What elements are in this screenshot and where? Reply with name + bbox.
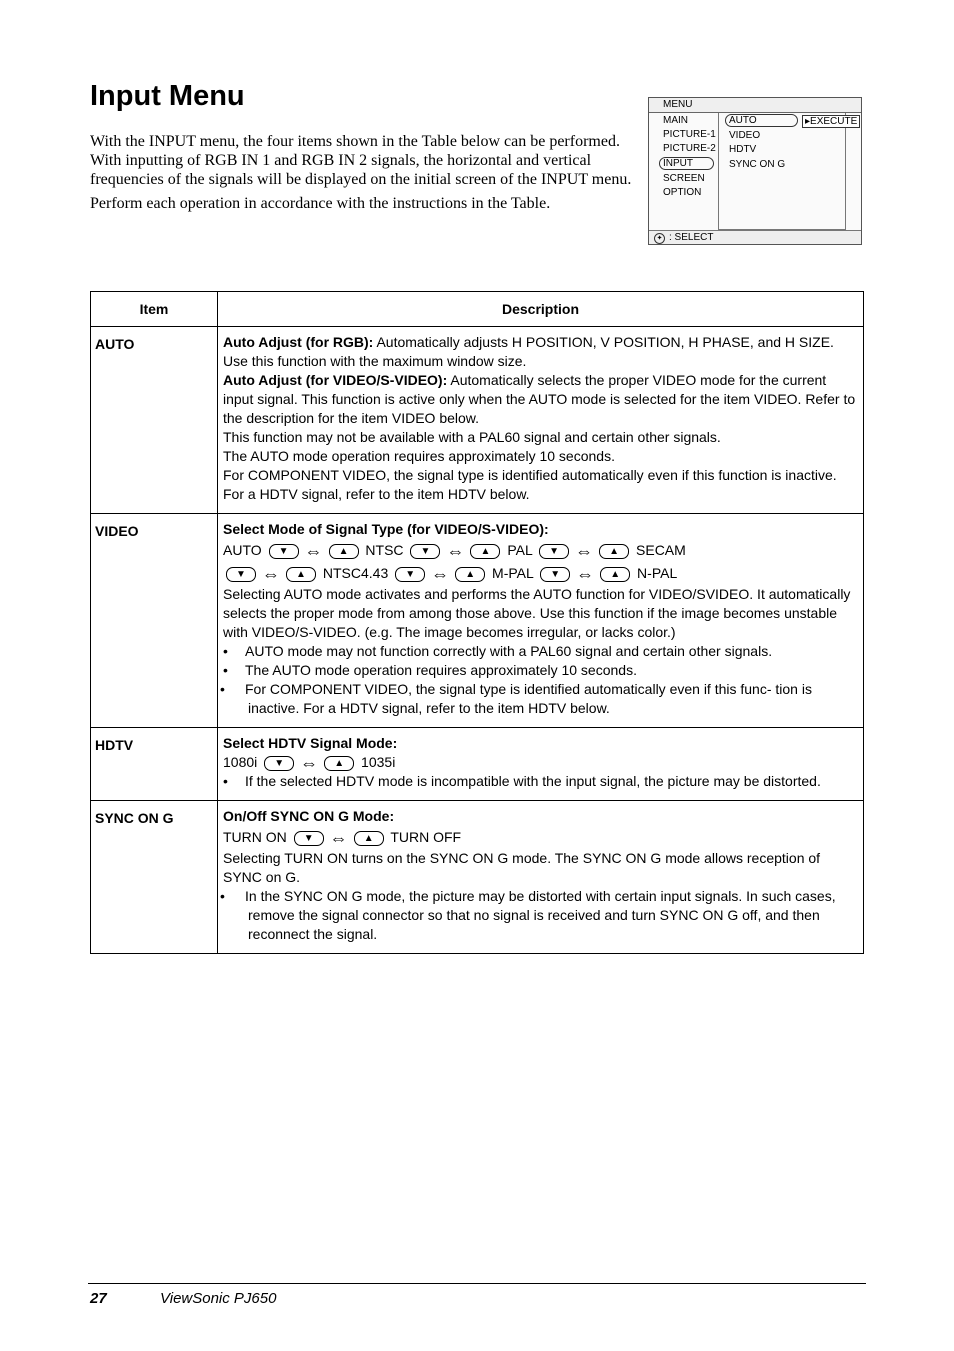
osd-item-input: INPUT [663,158,714,169]
table-header-row [91,292,864,327]
down-button-icon: ▼ [264,756,294,771]
osd-subitem-video: VIDEO [729,130,761,141]
item-video: VIDEO [91,514,218,728]
up-button-icon: ▲ [470,544,500,559]
item-auto: AUTO [91,327,218,514]
down-button-icon: ▼ [410,544,440,559]
table-row-hdtv [91,728,864,801]
double-arrow-icon: ⇔ [575,541,594,562]
video-mode-sequence: ▼ ⇔ ▲ NTSC4.43 ▼ ⇔ ▲ M-PAL ▼ ⇔ ▲ N-PAL [223,562,857,585]
osd-item-option: OPTION [663,187,702,198]
table-row-video [91,514,864,728]
description-video [218,514,864,728]
page-number: 27 [90,1290,107,1307]
osd-subitem-auto: AUTO [729,115,798,126]
page-title: Input Menu [90,80,245,112]
osd-item-screen: SCREEN [663,173,705,184]
down-button-icon: ▼ [269,544,299,559]
footer-rule [88,1283,866,1284]
up-button-icon: ▲ [324,756,354,771]
video-bullet: • AUTO mode may not function correctly with a PAL60 signal and certain other signals. [223,642,857,661]
up-button-icon: ▲ [286,567,316,582]
double-arrow-icon: ⇔ [446,541,465,562]
double-arrow-icon: ⇔ [304,541,323,562]
auto-rgb-text: Auto Adjust (for RGB): Automatically adjusts H POSITION, V POSITION, H PHASE, and H SIZE. Use this function with the maximum window size. [223,334,834,369]
osd-item-picture-2: PICTURE-2 [663,143,716,154]
down-button-icon: ▼ [226,567,256,582]
description-auto [218,327,864,514]
video-paragraph: Selecting AUTO mode activates and performs the AUTO function for VIDEO/SVIDEO. It automatically selects the proper mode from among those above. Use this function if the image becomes unstable with VIDEO/S-VIDEO. (e.g. The image becomes irregular, or lacks color.) [223,586,851,640]
footer-brand: ViewSonic PJ650 [160,1290,277,1307]
up-button-icon: ▲ [599,544,629,559]
sync-paragraph: Selecting TURN ON turns on the SYNC ON G mode. The SYNC ON G mode allows reception of SYNC on G. [223,850,821,885]
up-button-icon: ▲ [600,567,630,582]
up-button-icon: ▲ [329,544,359,559]
auto-note: This function may not be available with a PAL60 signal and certain other signals. [223,429,721,445]
auto-video-text: Auto Adjust (for VIDEO/S-VIDEO): Automatically selects the proper VIDEO mode for the current input signal. This function is active only when the AUTO mode is selected for the item VIDEO. Refer to the description for the item VIDEO below. [223,372,856,426]
table-row-sync-on-g [91,801,864,954]
osd-item-picture-1: PICTURE-1 [663,129,716,140]
up-button-icon: ▲ [354,831,384,846]
column-header-item: Item [91,292,218,327]
item-hdtv: HDTV [91,728,218,801]
hdtv-mode-sequence: 1080i ▼ ⇔ ▲ 1035i [223,753,396,774]
auto-note: The AUTO mode operation requires approximately 10 seconds. [223,448,615,464]
osd-submenu [718,113,846,230]
down-button-icon: ▼ [540,567,570,582]
description-hdtv [218,728,864,801]
input-menu-table [90,291,864,954]
item-sync-on-g: SYNC ON G [91,801,218,954]
double-arrow-icon: ⇔ [576,564,595,585]
auto-note: For COMPONENT VIDEO, the signal type is identified automatically even if this function is inactive. For a HDTV signal, refer to the item HDTV below. [223,467,837,502]
double-arrow-icon: ⇔ [431,564,450,585]
table-row-auto [91,327,864,514]
video-mode-sequence: AUTO ▼ ⇔ ▲ NTSC ▼ ⇔ ▲ PAL ▼ ⇔ ▲ SECAM [223,541,686,562]
input-menu-osd [648,97,862,245]
osd-header: MENU [649,98,861,113]
sync-heading: On/Off SYNC ON G Mode: [223,808,395,824]
osd-subitem-hdtv: HDTV [729,144,757,155]
down-button-icon: ▼ [395,567,425,582]
video-bullet: • The AUTO mode operation requires approximately 10 seconds. [223,661,857,680]
column-header-description: Description [218,292,864,327]
double-arrow-icon: ⇔ [300,753,319,774]
intro-paragraph: Perform each operation in accordance with the instructions in the Table. [90,194,551,212]
osd-item-main: MAIN [663,115,688,126]
osd-execute: ▸EXECUTE [802,115,860,128]
down-button-icon: ▼ [294,831,324,846]
double-arrow-icon: ⇔ [262,564,280,585]
osd-subitem-sync-on-g: SYNC ON G [729,159,786,170]
osd-footer: ✦ : SELECT [649,230,861,244]
down-button-icon: ▼ [539,544,569,559]
up-button-icon: ▲ [455,567,485,582]
hdtv-heading: Select HDTV Signal Mode: [223,735,398,751]
sync-mode-sequence: TURN ON ▼ ⇔ ▲ TURN OFF [223,828,462,849]
video-bullet: • For COMPONENT VIDEO, the signal type is identified automatically even if this func- tion is inactive. For a HDTV signal, refer to the item HDTV below. [223,680,857,718]
double-arrow-icon: ⇔ [329,828,348,849]
intro-paragraph: With the INPUT menu, the four items shown in the Table below can be performed. With inputting of RGB IN 1 and RGB IN 2 signals, the horizontal and vertical frequencies of the signals will be displayed on the initial screen of the INPUT menu. [90,133,632,189]
joystick-icon: ✦ [654,233,665,244]
intro-text [90,132,638,213]
hdtv-bullet: • If the selected HDTV mode is incompatible with the input signal, the picture may be distorted. [223,772,857,791]
video-heading: Select Mode of Signal Type (for VIDEO/S-VIDEO): [223,521,549,537]
description-sync-on-g [218,801,864,954]
sync-bullet: • In the SYNC ON G mode, the picture may be distorted with certain input signals. In such cases, remove the signal connector so that no signal is received and turn SYNC ON G off, and then reconnect the signal. [223,887,857,944]
